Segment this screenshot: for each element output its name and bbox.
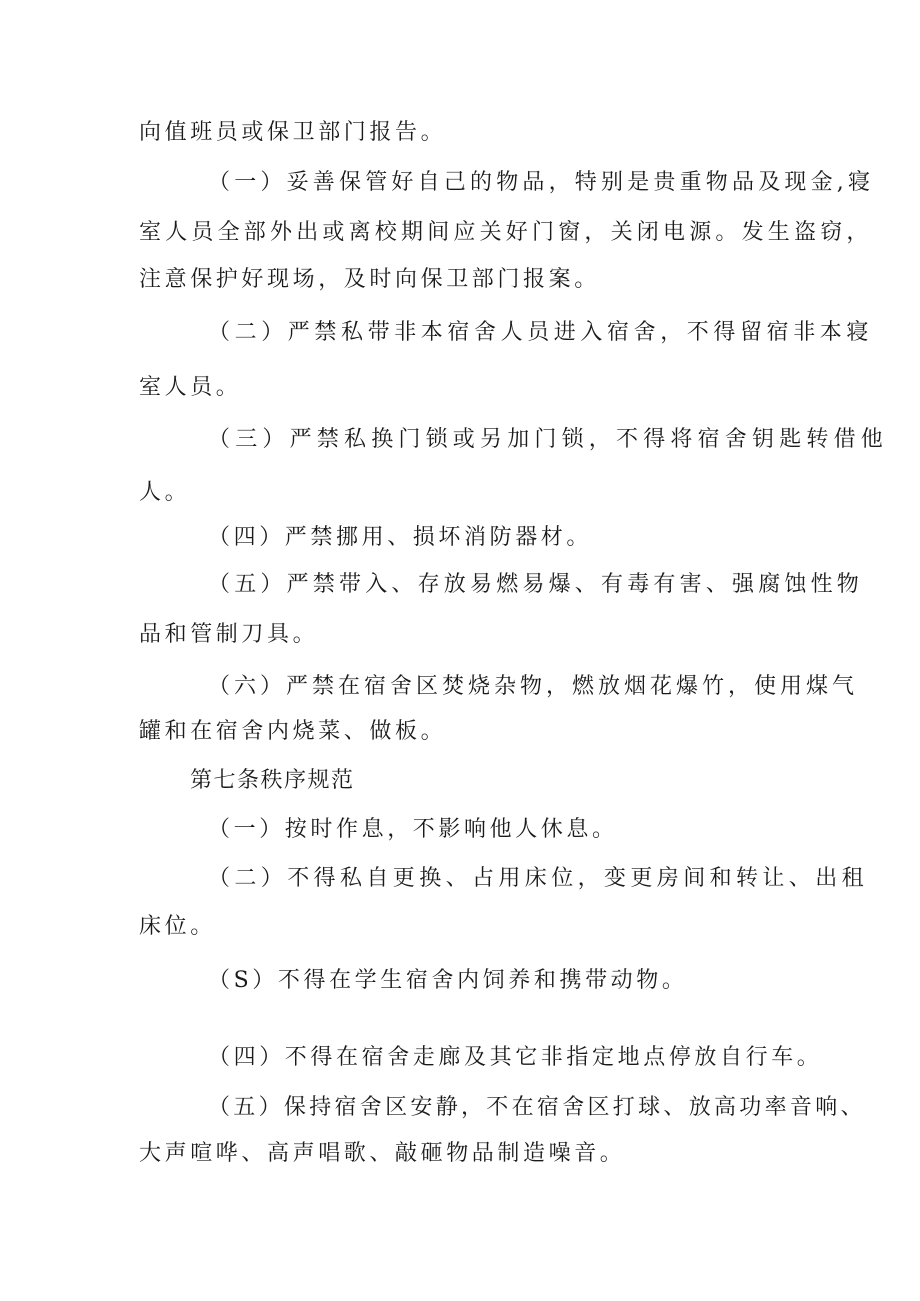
section-heading: 第七条秩序规范 (190, 768, 355, 793)
text-line: （六）严禁在宿舍区焚烧杂物，燃放烟花爆竹，使用煤气 (208, 674, 859, 699)
text-line: 大声喧哗、高声唱歌、敲砸物品制造噪音。 (139, 1141, 626, 1166)
text-line: 床位。 (139, 914, 216, 939)
text-line: 人。 (139, 480, 191, 505)
text-line: （四）严禁挪用、损坏消防器材。 (208, 525, 593, 550)
text-line: 品和管制刀具。 (139, 622, 319, 647)
text-line: （五）保持宿舍区安静，不在宿舍区打球、放高功率音响、 (208, 1095, 866, 1120)
text-line: 向值班员或保卫部门报告。 (139, 120, 447, 145)
text-line: （三）严禁私换门锁或另加门锁，不得将宿舍钥匙转借他 (208, 427, 889, 452)
text-line: 罐和在宿舍内烧菜、做板。 (139, 719, 447, 744)
text-line: （二）严禁私带非本宿舍人员进入宿舍，不得留宿非本寝 (208, 320, 874, 345)
text-line: （一）妥善保管好自己的物品，特别是贵重物品及现金,寝 (208, 170, 875, 195)
text-line: （五）严禁带入、存放易燃易爆、有毒有害、强腐蚀性物 (208, 572, 864, 597)
text-line: （S）不得在学生宿舍内饲养和携带动物。 (208, 968, 688, 993)
text-line: （一）按时作息，不影响他人休息。 (208, 817, 618, 842)
text-line: 注意保护好现场，及时向保卫部门报案。 (139, 267, 600, 292)
text-line: 室人员全部外出或离校期间应关好门窗，关闭电源。发生盗窃， (139, 220, 873, 245)
text-line: （二）不得私自更换、占用床位，变更房间和转让、出租 (208, 866, 869, 891)
text-line: （四）不得在宿舍走廊及其它非指定地点停放自行车。 (208, 1045, 823, 1070)
text-line: 室人员。 (139, 375, 242, 400)
